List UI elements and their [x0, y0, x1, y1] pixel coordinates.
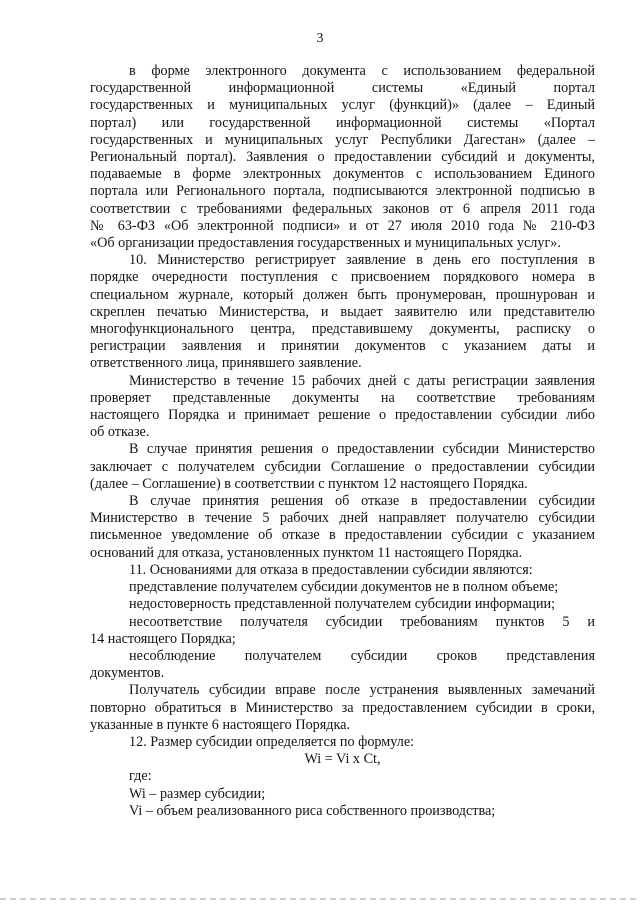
text-line: 10. Министерство регистрирует заявление в день его поступления в [129, 252, 595, 269]
text-line: ответственного лица, принявшего заявление. [90, 355, 362, 372]
text-line: № 63-ФЗ «Об электронной подписи» и от 27 июля 2010 года № 210-ФЗ [90, 217, 595, 234]
text-line: Wi – размер субсидии; [129, 785, 266, 802]
text-line: государственных и муниципальных услуг Республики Дагестан» (далее – [90, 131, 595, 148]
text-line: «Об организации предоставления государственных и муниципальных услуг». [90, 235, 561, 252]
text-line: указанные в пункте 6 настоящего Порядка. [90, 716, 351, 733]
text-line: несоблюдение получателем субсидии сроков представления [129, 647, 595, 664]
text-line: многофункционального центра, представившему документы, расписку о [90, 321, 595, 338]
text-line: об отказе. [90, 424, 150, 441]
text-line: В случае принятия решения о предоставлении субсидии Министерство [129, 441, 595, 458]
scan-edge-divider [0, 898, 640, 900]
text-line: портал) или государственной информационной системы «Портал [90, 114, 595, 131]
formula: Wi = Vi x Ct, [304, 751, 381, 768]
text-line: заключает с получателем субсидии Соглашение о предоставлении субсидии [90, 458, 595, 475]
text-line: Министерство в течение 15 рабочих дней с даты регистрации заявления [129, 372, 595, 389]
page-number: 3 [316, 31, 324, 46]
text-line: подаваемые в форме электронных документов с использованием Единого [90, 166, 595, 183]
text-line: (далее – Соглашение) в соответствии с пунктом 12 настоящего Порядка. [90, 475, 528, 492]
text-line: 14 настоящего Порядка; [90, 630, 236, 647]
text-line: регистрации заявления и принятии документов с указанием даты и [90, 338, 595, 355]
text-line: представление получателем субсидии документов не в полном объеме; [129, 579, 559, 596]
text-line: В случае принятия решения об отказе в предоставлении субсидии [129, 493, 595, 510]
text-line: скреплен печатью Министерства, и выдает заявителю или представителю [90, 303, 595, 320]
text-line: 12. Размер субсидии определяется по формуле: [129, 733, 415, 750]
text-line: настоящего Порядка и принимает решение о предоставлении субсидии либо [90, 407, 595, 424]
text-line: Получатель субсидии вправе после устранения выявленных замечаний [129, 682, 595, 699]
text-line: недостоверность представленной получателем субсидии информации; [129, 596, 556, 613]
text-line: в форме электронного документа с использованием федеральной [129, 63, 595, 79]
text-line: повторно обратиться в Министерство за предоставлением субсидии в сроки, [90, 699, 595, 716]
text-line: несоответствие получателя субсидии требованиям пунктов 5 и [129, 613, 595, 630]
text-line: соответствии с требованиями федеральных законов от 6 апреля 2011 года [90, 200, 595, 217]
text-line: специальном журнале, который должен быть пронумерован, прошнурован и [90, 286, 595, 303]
text-line: проверяет представленные документы на соответствие требованиям [90, 389, 595, 406]
text-line: государственной информационной системы «Единый портал [90, 80, 595, 97]
text-line: Региональный портал). Заявления о предоставлении субсидий и документы, [90, 149, 595, 166]
text-line: портала или Регионального портала, подписываются электронной подписью в [90, 183, 595, 200]
text-line: Vi – объем реализованного риса собственного производства; [129, 802, 496, 819]
body-text [90, 63, 595, 820]
text-line: 11. Основаниями для отказа в предоставлении субсидии являются: [129, 561, 533, 578]
text-line: оснований для отказа, установленных пунктом 11 настоящего Порядка. [90, 544, 523, 561]
text-line: Министерство в течение 5 рабочих дней направляет получателю субсидии [90, 510, 595, 527]
text-line: где: [129, 768, 152, 785]
text-line: государственных и муниципальных услуг (функций)» (далее – Единый [90, 97, 595, 114]
text-line: письменное уведомление об отказе в предоставлении субсидии с указанием [90, 527, 595, 544]
text-line: порядке очередности поступления с присвоением порядкового номера в [90, 269, 595, 286]
text-line: документов. [90, 665, 165, 682]
